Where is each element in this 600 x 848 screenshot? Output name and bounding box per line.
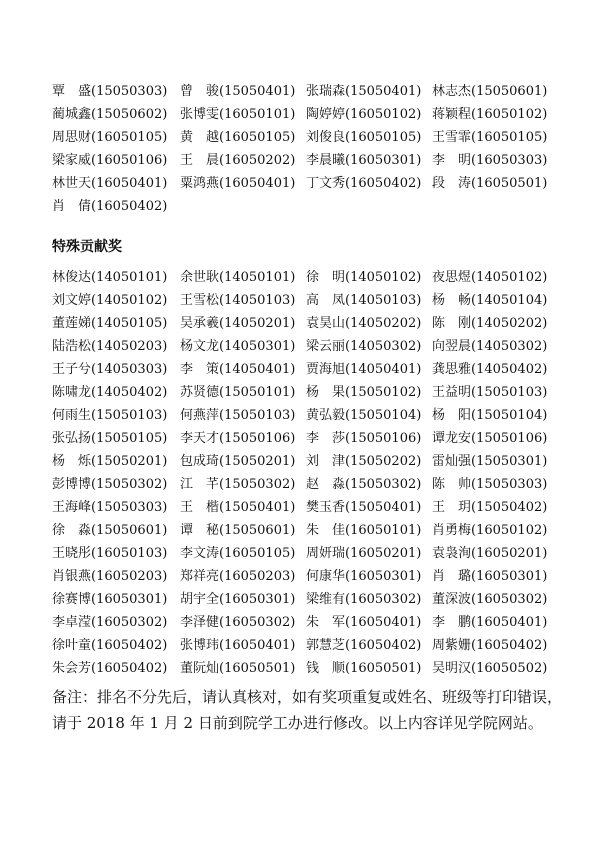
name-row <box>52 80 572 103</box>
student-entry: 龚思雅(14050402) <box>432 362 548 377</box>
student-entry: 吴明汉(16050502) <box>432 661 548 676</box>
name-row <box>52 427 572 450</box>
student-entry: 谭龙安(15050106) <box>432 431 548 446</box>
student-entry: 刘文婷(14050102) <box>52 293 168 308</box>
student-entry: 李文涛(16050105) <box>180 546 296 561</box>
student-entry: 周紫姗(16050402) <box>432 638 548 653</box>
name-row <box>52 358 572 381</box>
student-entry: 李 策(14050401) <box>180 362 296 377</box>
name-row <box>52 473 572 496</box>
student-entry: 杨 畅(14050104) <box>432 293 548 308</box>
student-entry: 梁家威(16050106) <box>52 153 168 168</box>
student-entry: 张弘扬(15050105) <box>52 431 168 446</box>
student-entry: 蒋颖程(16050102) <box>432 107 548 122</box>
student-entry: 王 楷(15050401) <box>180 500 296 515</box>
student-entry: 王雪松(14050103) <box>180 293 296 308</box>
name-row <box>52 611 572 634</box>
student-entry: 董深波(16050302) <box>432 592 548 607</box>
student-entry: 向翌晨(14050302) <box>432 339 548 354</box>
name-row <box>52 312 572 335</box>
student-entry: 包成琦(15050201) <box>180 454 296 469</box>
name-row <box>52 266 572 289</box>
student-entry: 谭 秘(15050601) <box>180 523 296 538</box>
student-entry: 陶婷婷(16050102) <box>306 107 422 122</box>
student-entry: 杨 烁(15050201) <box>52 454 168 469</box>
student-entry: 吴承羲(14050201) <box>180 316 296 331</box>
student-entry: 蔺城鑫(15050602) <box>52 107 168 122</box>
name-row <box>52 289 572 312</box>
special-contribution-list <box>52 266 572 680</box>
student-entry: 徐赛博(16050301) <box>52 592 168 607</box>
student-entry: 覃 盛(15050303) <box>52 84 168 99</box>
student-entry: 王晓彤(16050103) <box>52 546 168 561</box>
student-entry: 丁文秀(16050402) <box>306 176 422 191</box>
student-entry: 袁昊山(14050202) <box>306 316 422 331</box>
name-row <box>52 103 572 126</box>
student-entry: 王 玥(15050402) <box>432 500 548 515</box>
student-entry: 林俊达(14050101) <box>52 270 168 285</box>
student-entry: 王益明(15050103) <box>432 385 548 400</box>
student-entry: 朱 军(16050401) <box>306 615 422 630</box>
name-row <box>52 335 572 358</box>
student-entry: 陈啸龙(14050402) <box>52 385 168 400</box>
student-entry: 江 芊(15050302) <box>180 477 296 492</box>
name-row <box>52 542 572 565</box>
student-entry: 李晨曦(16050301) <box>306 153 422 168</box>
student-entry: 刘俊良(16050105) <box>306 130 422 145</box>
student-entry: 郑祥亮(16050203) <box>180 569 296 584</box>
student-entry: 高 凤(14050103) <box>306 293 422 308</box>
student-entry: 杨 果(15050102) <box>306 385 422 400</box>
name-row <box>52 149 572 172</box>
student-entry: 李 莎(15050106) <box>306 431 422 446</box>
student-entry: 肖 倩(16050402) <box>52 199 168 214</box>
name-row <box>52 634 572 657</box>
student-entry: 郭慧芝(16050402) <box>306 638 422 653</box>
student-entry: 王子兮(14050303) <box>52 362 168 377</box>
student-entry: 王海峰(15050303) <box>52 500 168 515</box>
student-entry: 陆浩松(14050203) <box>52 339 168 354</box>
student-entry: 朱会芳(16050402) <box>52 661 168 676</box>
student-entry: 梁云丽(14050302) <box>306 339 422 354</box>
student-entry: 周思财(16050105) <box>52 130 168 145</box>
student-entry: 朱 佳(16050101) <box>306 523 422 538</box>
student-entry: 肖银燕(16050203) <box>52 569 168 584</box>
student-entry: 粟鸿燕(16050401) <box>180 176 296 191</box>
student-entry: 林志杰(15050601) <box>432 84 548 99</box>
student-entry: 何康华(16050301) <box>306 569 422 584</box>
student-entry: 王 晨(16050202) <box>180 153 296 168</box>
student-entry: 钱 顺(16050501) <box>306 661 422 676</box>
name-row <box>52 588 572 611</box>
name-row <box>52 172 572 195</box>
student-entry: 何燕萍(15050103) <box>180 408 296 423</box>
student-entry: 梁维有(16050302) <box>306 592 422 607</box>
student-entry: 王雪霏(16050105) <box>432 130 548 145</box>
student-entry: 杨 阳(15050104) <box>432 408 548 423</box>
student-entry: 陈 帅(15050303) <box>432 477 548 492</box>
student-entry: 张博雯(16050101) <box>180 107 296 122</box>
student-entry: 夜思煜(14050102) <box>432 270 548 285</box>
student-entry: 林世天(16050401) <box>52 176 168 191</box>
student-entry: 李天才(15050106) <box>180 431 296 446</box>
student-entry: 贾海旭(14050401) <box>306 362 422 377</box>
student-entry: 樊玉香(15050401) <box>306 500 422 515</box>
student-entry: 李泽健(16050302) <box>180 615 296 630</box>
student-entry: 胡宇全(16050301) <box>180 592 296 607</box>
student-entry: 杨文龙(14050301) <box>180 339 296 354</box>
student-entry: 余世耿(14050101) <box>180 270 296 285</box>
student-entry: 段 涛(16050501) <box>432 176 548 191</box>
student-entry: 张博玮(16050401) <box>180 638 296 653</box>
student-entry: 徐叶童(16050402) <box>52 638 168 653</box>
student-entry: 李卓滢(16050302) <box>52 615 168 630</box>
award-list-continued <box>52 80 572 218</box>
name-row <box>52 496 572 519</box>
student-entry: 苏贤德(15050101) <box>180 385 296 400</box>
name-row <box>52 381 572 404</box>
student-entry: 李 鹏(16050401) <box>432 615 548 630</box>
name-row <box>52 195 572 218</box>
student-entry: 李 明(16050303) <box>432 153 548 168</box>
name-row <box>52 450 572 473</box>
remark-note: 备注：排名不分先后，请认真核对，如有奖项重复或姓名、班级等打印错误，请于 2018 年 1 月 2 日前到院学工办进行修改。以上内容详见学院网站。 <box>52 688 563 732</box>
student-entry: 赵 淼(15050302) <box>306 477 422 492</box>
student-entry: 徐 淼(15050601) <box>52 523 168 538</box>
student-entry: 何雨生(15050103) <box>52 408 168 423</box>
name-row <box>52 126 572 149</box>
student-entry: 黄 越(16050105) <box>180 130 296 145</box>
student-entry: 雷灿强(15050301) <box>432 454 548 469</box>
name-row <box>52 565 572 588</box>
name-row <box>52 404 572 427</box>
student-entry: 刘 津(15050202) <box>306 454 422 469</box>
student-entry: 黄弘毅(15050104) <box>306 408 422 423</box>
student-entry: 董阮灿(16050501) <box>180 661 296 676</box>
name-row <box>52 657 572 680</box>
student-entry: 徐 明(14050102) <box>306 270 422 285</box>
student-entry: 彭博博(15050302) <box>52 477 168 492</box>
student-entry: 董莲娣(14050105) <box>52 316 168 331</box>
student-entry: 陈 刚(14050202) <box>432 316 548 331</box>
section-heading-special-contribution: 特殊贡献奖 <box>52 239 122 255</box>
name-row <box>52 519 572 542</box>
student-entry: 张瑞森(15050401) <box>306 84 422 99</box>
student-entry: 袁袅洵(16050201) <box>432 546 548 561</box>
student-entry: 肖勇梅(16050102) <box>432 523 548 538</box>
student-entry: 曾 骏(15050401) <box>180 84 296 99</box>
student-entry: 肖 璐(16050301) <box>432 569 548 584</box>
student-entry: 周妍瑞(16050201) <box>306 546 422 561</box>
